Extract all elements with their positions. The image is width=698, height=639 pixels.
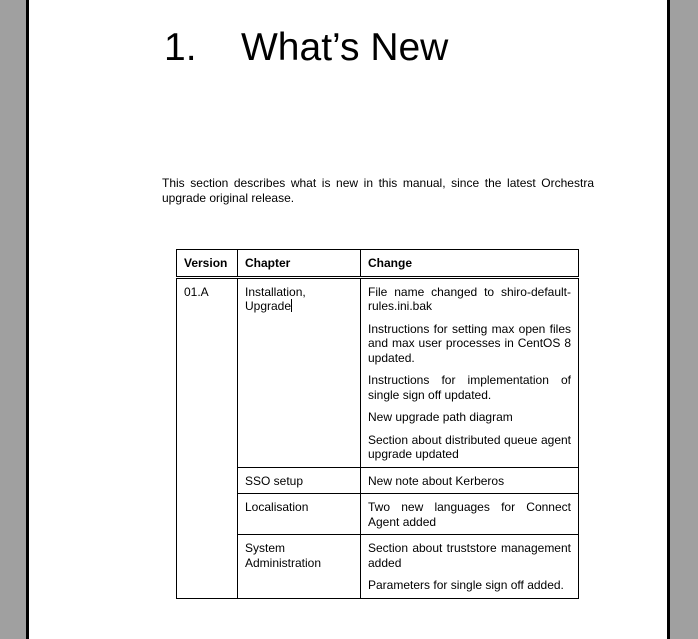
chapter-text: Installation, Upgrade: [245, 284, 306, 313]
table-header-row: [177, 250, 579, 278]
table-row: [177, 535, 579, 599]
change-item: New note about Kerberos: [368, 473, 505, 488]
change-item: Section about distributed queue agent upgrade updated: [368, 432, 571, 461]
right-margin-area: [670, 0, 698, 639]
chapter-cell: Localisation: [238, 494, 361, 535]
chapter-cell: System Administration: [238, 535, 361, 599]
version-cell: 01.A: [177, 277, 238, 598]
table-row: [177, 467, 579, 494]
change-item: New upgrade path diagram: [368, 410, 513, 424]
change-item: Section about truststore management added: [368, 541, 571, 570]
section-title: What’s New: [241, 26, 449, 69]
header-change: Change: [361, 250, 579, 278]
change-item: File name changed to shiro-default-rules.ini.bak: [368, 284, 571, 313]
section-heading: [164, 26, 448, 70]
text-cursor: [291, 299, 292, 312]
change-cell: [361, 535, 579, 599]
change-cell: [361, 277, 579, 467]
header-chapter: Chapter: [238, 250, 361, 278]
chapter-cell: SSO setup: [238, 467, 361, 494]
changes-table: [176, 249, 579, 599]
change-item: Parameters for single sign off added.: [368, 578, 564, 592]
change-item: Two new languages for Connect Agent added: [368, 500, 571, 529]
change-cell: [361, 494, 579, 535]
change-item: Instructions for setting max open files and max user processes in CentOS 8 updated.: [368, 321, 571, 365]
section-number: 1.: [164, 26, 197, 69]
document-page[interactable]: [26, 0, 670, 639]
change-cell: [361, 467, 579, 494]
table-row: [177, 277, 579, 467]
header-version: Version: [177, 250, 238, 278]
change-item: Instructions for implementation of single sign off updated.: [368, 373, 571, 402]
intro-paragraph: This section describes what is new in this manual, since the latest Orchestra upgrade original release.: [162, 176, 594, 205]
left-margin-area: [0, 0, 26, 639]
chapter-cell[interactable]: [238, 277, 361, 467]
table-row: [177, 494, 579, 535]
